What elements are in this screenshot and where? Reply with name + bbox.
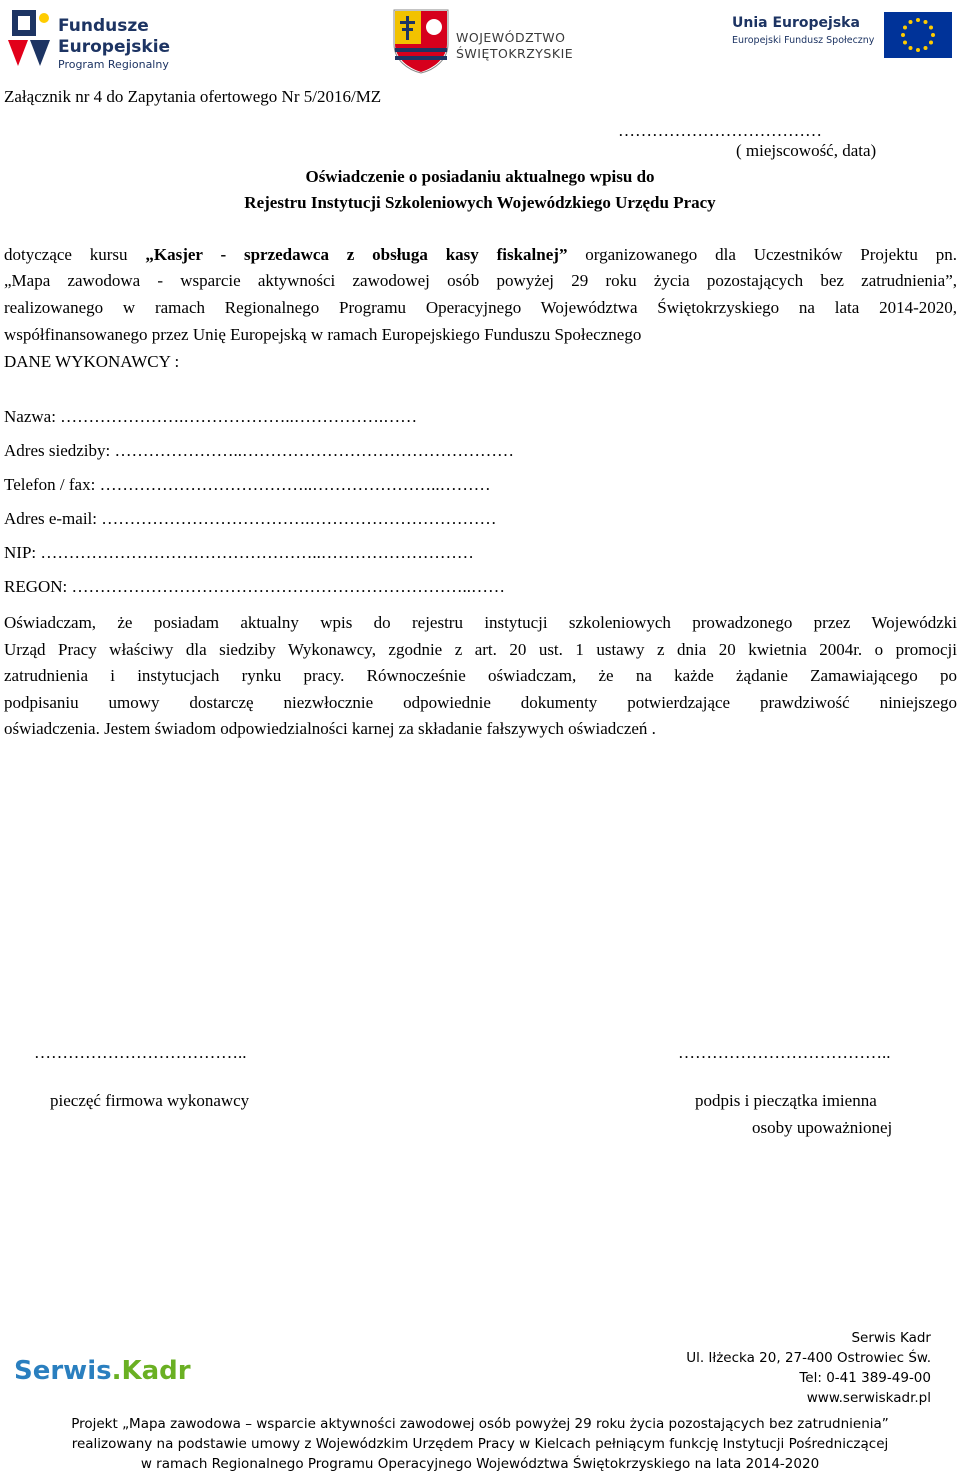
eu-flag-icon	[884, 12, 952, 58]
signature-right-label2: osoby upoważnionej	[752, 1118, 893, 1137]
signature-left-label: pieczęć firmowa wykonawcy	[50, 1091, 250, 1110]
signature-left-dots: ………………………………..	[34, 1043, 247, 1062]
field-label: Telefon / fax:	[4, 475, 96, 494]
field-dots: …………………..…………………………………………	[114, 441, 514, 460]
intro-prefix: dotyczące kursu	[4, 245, 146, 264]
ue-line2: Europejski Fundusz Społeczny	[732, 35, 875, 46]
field-dots: ……………………………….……………………………	[101, 509, 497, 528]
ue-line1: Unia Europejska	[732, 15, 860, 31]
field-telefon-fax	[4, 472, 491, 498]
intro-line4: współfinansowanego przez Unię Europejską w ramach Europejskiego Funduszu Społecznego	[4, 325, 642, 344]
section-title: DANE WYKONAWCY :	[4, 352, 180, 371]
attachment-title: Załącznik nr 4 do Zapytania ofertowego Nr 5/2016/MZ	[4, 87, 382, 106]
footer-address: Ul. Iłżecka 20, 27-400 Ostrowiec Św.	[686, 1350, 931, 1366]
declaration-line5: oświadczenia. Jestem świadom odpowiedzialności karnej za składanie fałszywych oświadczeń .	[4, 719, 656, 738]
declaration-line1: Oświadczam, że posiadam aktualny wpis do rejestru instytucji szkoleniowych prowadzonego przez Wojewódzki	[4, 613, 957, 632]
footer-phone: Tel: 0-41 389-49-00	[799, 1370, 931, 1386]
place-date-label: ( miejscowość, data)	[736, 141, 877, 160]
field-label: NIP:	[4, 543, 37, 562]
field-label: Nazwa:	[4, 407, 56, 426]
field-regon	[4, 574, 505, 600]
footer-project-line1: Projekt „Mapa zawodowa – wsparcie aktywności zawodowej osób powyżej 29 roku życia pozostających bez zatrudnienia”	[71, 1416, 889, 1432]
serwis-logo-dot: .	[111, 1356, 122, 1386]
declaration-line3: zatrudnienia i instytucjach rynku pracy. Równocześnie oświadczam, że na każde żądanie Zamawiającego po	[4, 666, 957, 685]
signature-right-label1: podpis i pieczątka imienna	[695, 1091, 877, 1110]
footer-project-line2: realizowany na podstawie umowy z Wojewódzkim Urzędem Pracy w Kielcach pełniącym funkcję Instytucji Pośredniczącej	[71, 1436, 889, 1452]
serwis-kadr-logo	[14, 1356, 191, 1386]
fe-line3: Program Regionalny	[58, 58, 169, 71]
fundusze-europejskie-logo	[6, 6, 181, 70]
course-name: „Kasjer - sprzedawca z obsługa kasy fiskalnej”	[145, 245, 568, 264]
intro-suffix: organizowanego dla Uczestników Projektu pn.	[567, 245, 957, 264]
unia-europejska-logo	[732, 12, 954, 58]
field-dots: …………………………………………..………………………	[40, 543, 474, 562]
footer-company: Serwis Kadr	[851, 1330, 931, 1346]
field-dots: ……………………………………………………………..……	[71, 577, 506, 596]
intro-line1	[4, 242, 957, 268]
serwis-logo-part2: Kadr	[121, 1356, 191, 1386]
heading-line1	[0, 164, 960, 190]
field-nazwa	[4, 404, 417, 430]
ws-line1: WOJEWÓDZTWO	[456, 30, 566, 45]
fe-line2: Europejskie	[58, 37, 171, 57]
place-date-dots: ………………………………	[618, 121, 822, 140]
field-dots: ………………………………..…………………..………	[99, 475, 491, 494]
declaration-line2: Urząd Pracy właściwy dla siedziby Wykonawcy, zgodnie z art. 20 ust. 1 ustawy z dnia 20 kwietnia 2004r. o promocji	[4, 640, 957, 659]
intro-line3: realizowanego w ramach Regionalnego Programu Operacyjnego Województwa Świętokrzyskiego na lata 2014-2020,	[4, 298, 957, 317]
declaration-line4: podpisaniu umowy dostarczę niezwłocznie odpowiednie dokumenty potwierdzające prawdziwość niniejszego	[4, 693, 957, 712]
intro-line2: „Mapa zawodowa - wsparcie aktywności zawodowej osób powyżej 29 roku życia pozostających bez zatrudnienia”,	[4, 271, 957, 290]
ws-line2: ŚWIĘTOKRZYSKIE	[456, 46, 574, 61]
fundusze-europejskie-mark-icon	[6, 6, 52, 70]
field-adres-siedziby	[4, 438, 514, 464]
field-nip	[4, 540, 474, 566]
heading-line1-text: Oświadczenie o posiadaniu aktualnego wpisu do	[305, 167, 655, 186]
field-adres-email	[4, 506, 497, 532]
coat-of-arms-icon	[392, 8, 450, 74]
serwis-logo-part1: Serwis	[14, 1356, 112, 1386]
heading-line2-text: Rejestru Instytucji Szkoleniowych Wojewódzkiego Urzędu Pracy	[244, 193, 716, 212]
fe-line1: Fundusze	[58, 16, 149, 36]
field-dots: ………………….………………..…………….……	[60, 407, 418, 426]
wojewodztwo-swietokrzyskie-logo	[392, 8, 577, 74]
footer-project-line3: w ramach Regionalnego Programu Operacyjnego Województwa Świętokrzyskiego na lata 2014-2020	[140, 1456, 820, 1472]
heading-line2	[0, 190, 960, 216]
signature-right-dots: ………………………………..	[678, 1043, 891, 1062]
field-label: Adres e-mail:	[4, 509, 97, 528]
field-label: REGON:	[4, 577, 68, 596]
field-label: Adres siedziby:	[4, 441, 111, 460]
footer-website[interactable]: www.serwiskadr.pl	[806, 1390, 931, 1406]
